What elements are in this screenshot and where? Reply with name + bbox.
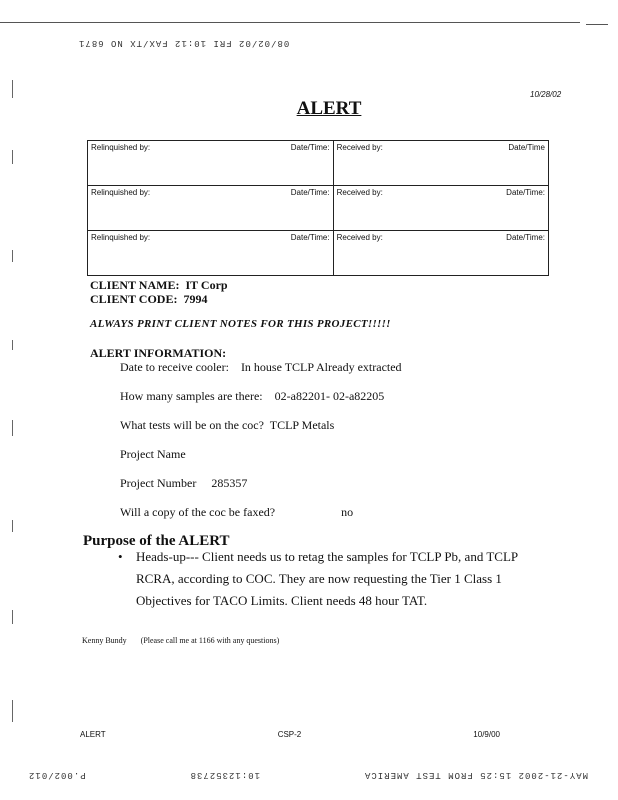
- project-number-line: Project Number 285357: [120, 476, 248, 490]
- document-date: 10/28/02: [530, 90, 562, 99]
- page-footer: [80, 730, 500, 739]
- scan-edge-line: [586, 24, 608, 25]
- tests-line: What tests will be on the coc? TCLP Metals: [120, 418, 335, 432]
- scan-margin-mark: [12, 700, 13, 722]
- custody-cell: Relinquished by: Date/Time:: [88, 141, 334, 186]
- scan-margin-mark: [12, 150, 13, 164]
- signature-note: (Please call me at 1166 with any questions): [140, 636, 280, 645]
- bullet-icon: •: [118, 549, 123, 564]
- signature-line: [82, 636, 279, 645]
- scan-margin-mark: [12, 420, 13, 436]
- footer-left: ALERT: [80, 730, 106, 739]
- custody-row: [88, 186, 549, 231]
- custody-cell: Relinquished by: Date/Time:: [88, 186, 334, 231]
- custody-table: [87, 140, 549, 276]
- purpose-heading: Purpose of the ALERT: [83, 533, 230, 549]
- purpose-text: Heads-up--- Client needs us to retag the samples for TCLP Pb, and TCLP RCRA, according to COC. They are now requesting the Tier 1 Class 1 Objectives for TACO Limits. Client needs 48 hour TAT.: [136, 549, 518, 608]
- client-name: IT Corp: [185, 278, 228, 292]
- footer-right: 10/9/00: [473, 730, 500, 739]
- client-code: 7994: [183, 292, 208, 306]
- scan-margin-mark: [12, 340, 13, 350]
- custody-row: [88, 231, 549, 276]
- custody-cell: Received by: Date/Time: [333, 141, 548, 186]
- print-notice: ALWAYS PRINT CLIENT NOTES FOR THIS PROJECT!!!!!: [90, 318, 391, 330]
- fax-header: 08/02/02 FRI 10:12 FAX/TX NO 6871: [78, 38, 290, 48]
- custody-cell: Relinquished by: Date/Time:: [88, 231, 334, 276]
- scan-margin-mark: [12, 80, 13, 98]
- signature-name: Kenny Bundy: [82, 636, 127, 645]
- client-block: [90, 278, 228, 306]
- custody-cell: Received by: Date/Time:: [333, 186, 548, 231]
- custody-cell: Received by: Date/Time:: [333, 231, 548, 276]
- footer-center: CSP-2: [277, 730, 302, 739]
- scan-margin-mark: [12, 520, 13, 532]
- faxed-line: Will a copy of the coc be faxed? no: [120, 505, 354, 519]
- page-title: ALERT: [296, 98, 362, 119]
- samples-line: How many samples are there: 02-a82201- 02-a82205: [120, 389, 385, 403]
- fax-footer: MAY-21-2002 15:25 FROM TEST AMERICA 10:12352738 P.002/012: [28, 770, 588, 780]
- scan-edge-line: [0, 22, 580, 23]
- client-code-label: CLIENT CODE:: [90, 292, 178, 306]
- custody-row: [88, 141, 549, 186]
- receive-cooler-line: Date to receive cooler: In house TCLP Already extracted: [120, 360, 402, 374]
- client-name-label: CLIENT NAME:: [90, 278, 180, 292]
- alert-info-heading: ALERT INFORMATION:: [90, 346, 227, 360]
- project-name-line: Project Name: [120, 447, 186, 461]
- scan-margin-mark: [12, 610, 13, 624]
- scan-margin-mark: [12, 250, 13, 262]
